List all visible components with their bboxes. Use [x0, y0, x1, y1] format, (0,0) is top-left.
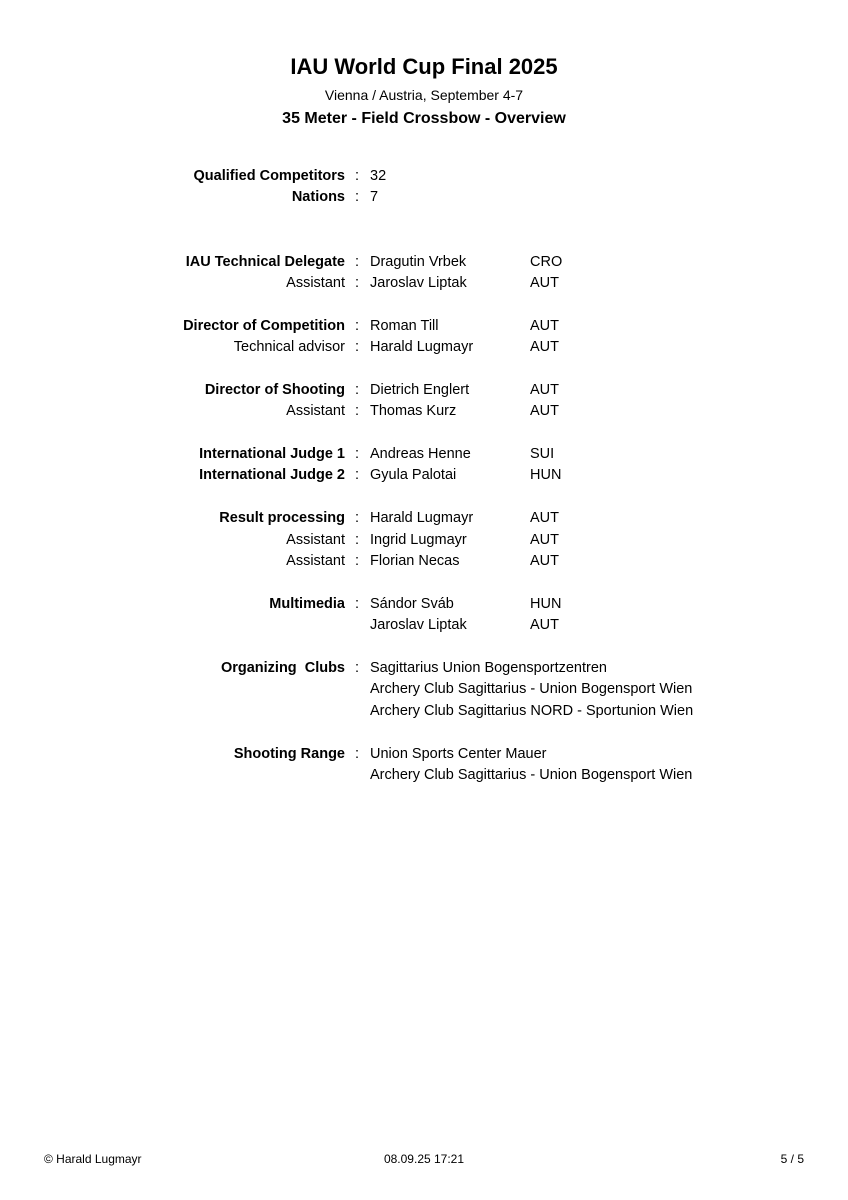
colon: : [355, 189, 360, 206]
colon: : [355, 317, 360, 334]
director-of-shooting-row [0, 380, 848, 401]
nations-row [0, 187, 848, 208]
colon: : [355, 595, 360, 612]
colon: : [355, 446, 360, 463]
nation-code: AUT [530, 531, 559, 548]
shooting-range-row-2 [0, 765, 848, 786]
technical-advisor-row [0, 337, 848, 358]
technical-delegate-assistant-row [0, 273, 848, 294]
row-label: Qualified Competitors [193, 168, 345, 184]
footer-page-number: 5 / 5 [780, 1152, 804, 1166]
spacer [0, 722, 848, 743]
row-label: Assistant [286, 403, 345, 420]
overview-table [0, 166, 848, 786]
spacer [0, 487, 848, 508]
official-name: Dietrich Englert [370, 381, 470, 398]
official-name: Gyula Palotai [370, 467, 457, 484]
organizing-clubs-row-3 [0, 701, 848, 722]
colon: : [355, 553, 360, 570]
page-footer [0, 1150, 848, 1168]
official-name: Ingrid Lugmayr [370, 531, 467, 548]
row-label: Assistant [286, 274, 345, 291]
row-label: Assistant [286, 531, 345, 548]
nation-code: AUT [530, 381, 559, 398]
spacer [0, 209, 848, 252]
multimedia-row-2 [0, 615, 848, 636]
shooting-range-row [0, 744, 848, 765]
colon: : [355, 510, 360, 527]
row-label: Director of Shooting [204, 381, 345, 398]
nation-code: AUT [530, 317, 559, 334]
official-name: Andreas Henne [370, 446, 471, 463]
row-value: 7 [370, 189, 379, 206]
row-label: Organizing Clubs [220, 660, 345, 676]
nation-code: AUT [530, 510, 559, 527]
official-name: Harald Lugmayr [370, 339, 474, 356]
official-name: Florian Necas [370, 553, 460, 570]
colon: : [355, 168, 360, 184]
range-name: Union Sports Center Mauer [370, 745, 547, 762]
colon: : [355, 253, 360, 270]
international-judge-2-row [0, 465, 848, 486]
official-name: Jaroslav Liptak [370, 617, 467, 634]
nation-code: AUT [530, 617, 559, 634]
spacer [0, 423, 848, 444]
result-processing-row [0, 508, 848, 529]
row-label: Director of Competition [183, 317, 345, 334]
row-label: Nations [291, 189, 345, 206]
official-name: Thomas Kurz [370, 403, 457, 420]
multimedia-row [0, 594, 848, 615]
nation-code: HUN [530, 467, 562, 484]
row-label: Shooting Range [233, 745, 345, 762]
row-label: International Judge 2 [199, 467, 345, 484]
nation-code: AUT [530, 339, 559, 356]
organizing-clubs-row [0, 658, 848, 679]
document-header [0, 52, 848, 131]
official-name: Roman Till [370, 317, 439, 334]
nation-code: HUN [530, 595, 562, 612]
director-of-shooting-assistant-row [0, 401, 848, 422]
page-title: IAU World Cup Final 2025 [290, 54, 558, 79]
colon: : [355, 381, 360, 398]
row-label: Result processing [219, 510, 345, 527]
spacer [0, 294, 848, 315]
international-judge-1-row [0, 444, 848, 465]
row-label: Assistant [286, 553, 345, 570]
official-name: Harald Lugmayr [370, 510, 474, 527]
result-assistant-1-row [0, 530, 848, 551]
official-name: Jaroslav Liptak [370, 274, 467, 291]
colon: : [355, 660, 360, 676]
row-label: Technical advisor [233, 339, 345, 356]
nation-code: CRO [530, 253, 563, 270]
nation-code: SUI [530, 446, 555, 463]
footer-copyright: © Harald Lugmayr [44, 1152, 142, 1166]
row-label: Multimedia [269, 595, 345, 612]
discipline-title: 35 Meter - Field Crossbow - Overview [282, 110, 566, 127]
range-name: Archery Club Sagittarius - Union Bogensport Wien [370, 766, 693, 783]
colon: : [355, 339, 360, 356]
spacer [0, 359, 848, 380]
spacer [0, 637, 848, 658]
row-label: International Judge 1 [199, 446, 345, 463]
club-name: Archery Club Sagittarius NORD - Sportunion Wien [370, 702, 694, 719]
event-location-date: Vienna / Austria, September 4-7 [324, 87, 524, 103]
organizing-clubs-row-2 [0, 679, 848, 700]
colon: : [355, 467, 360, 484]
colon: : [355, 274, 360, 291]
club-name: Sagittarius Union Bogensportzentren [370, 660, 607, 676]
nation-code: AUT [530, 274, 559, 291]
colon: : [355, 531, 360, 548]
club-name: Archery Club Sagittarius - Union Bogensport Wien [370, 681, 693, 698]
official-name: Dragutin Vrbek [370, 253, 467, 270]
official-name: Sándor Sváb [370, 595, 454, 612]
nation-code: AUT [530, 553, 559, 570]
director-of-competition-row [0, 316, 848, 337]
nation-code: AUT [530, 403, 559, 420]
result-assistant-2-row [0, 551, 848, 572]
spacer [0, 572, 848, 593]
colon: : [355, 745, 360, 762]
row-label: IAU Technical Delegate [185, 253, 345, 270]
footer-timestamp: 08.09.25 17:21 [383, 1152, 465, 1166]
row-value: 32 [370, 168, 387, 184]
qualified-competitors-row [0, 166, 848, 187]
technical-delegate-row [0, 252, 848, 273]
colon: : [355, 403, 360, 420]
